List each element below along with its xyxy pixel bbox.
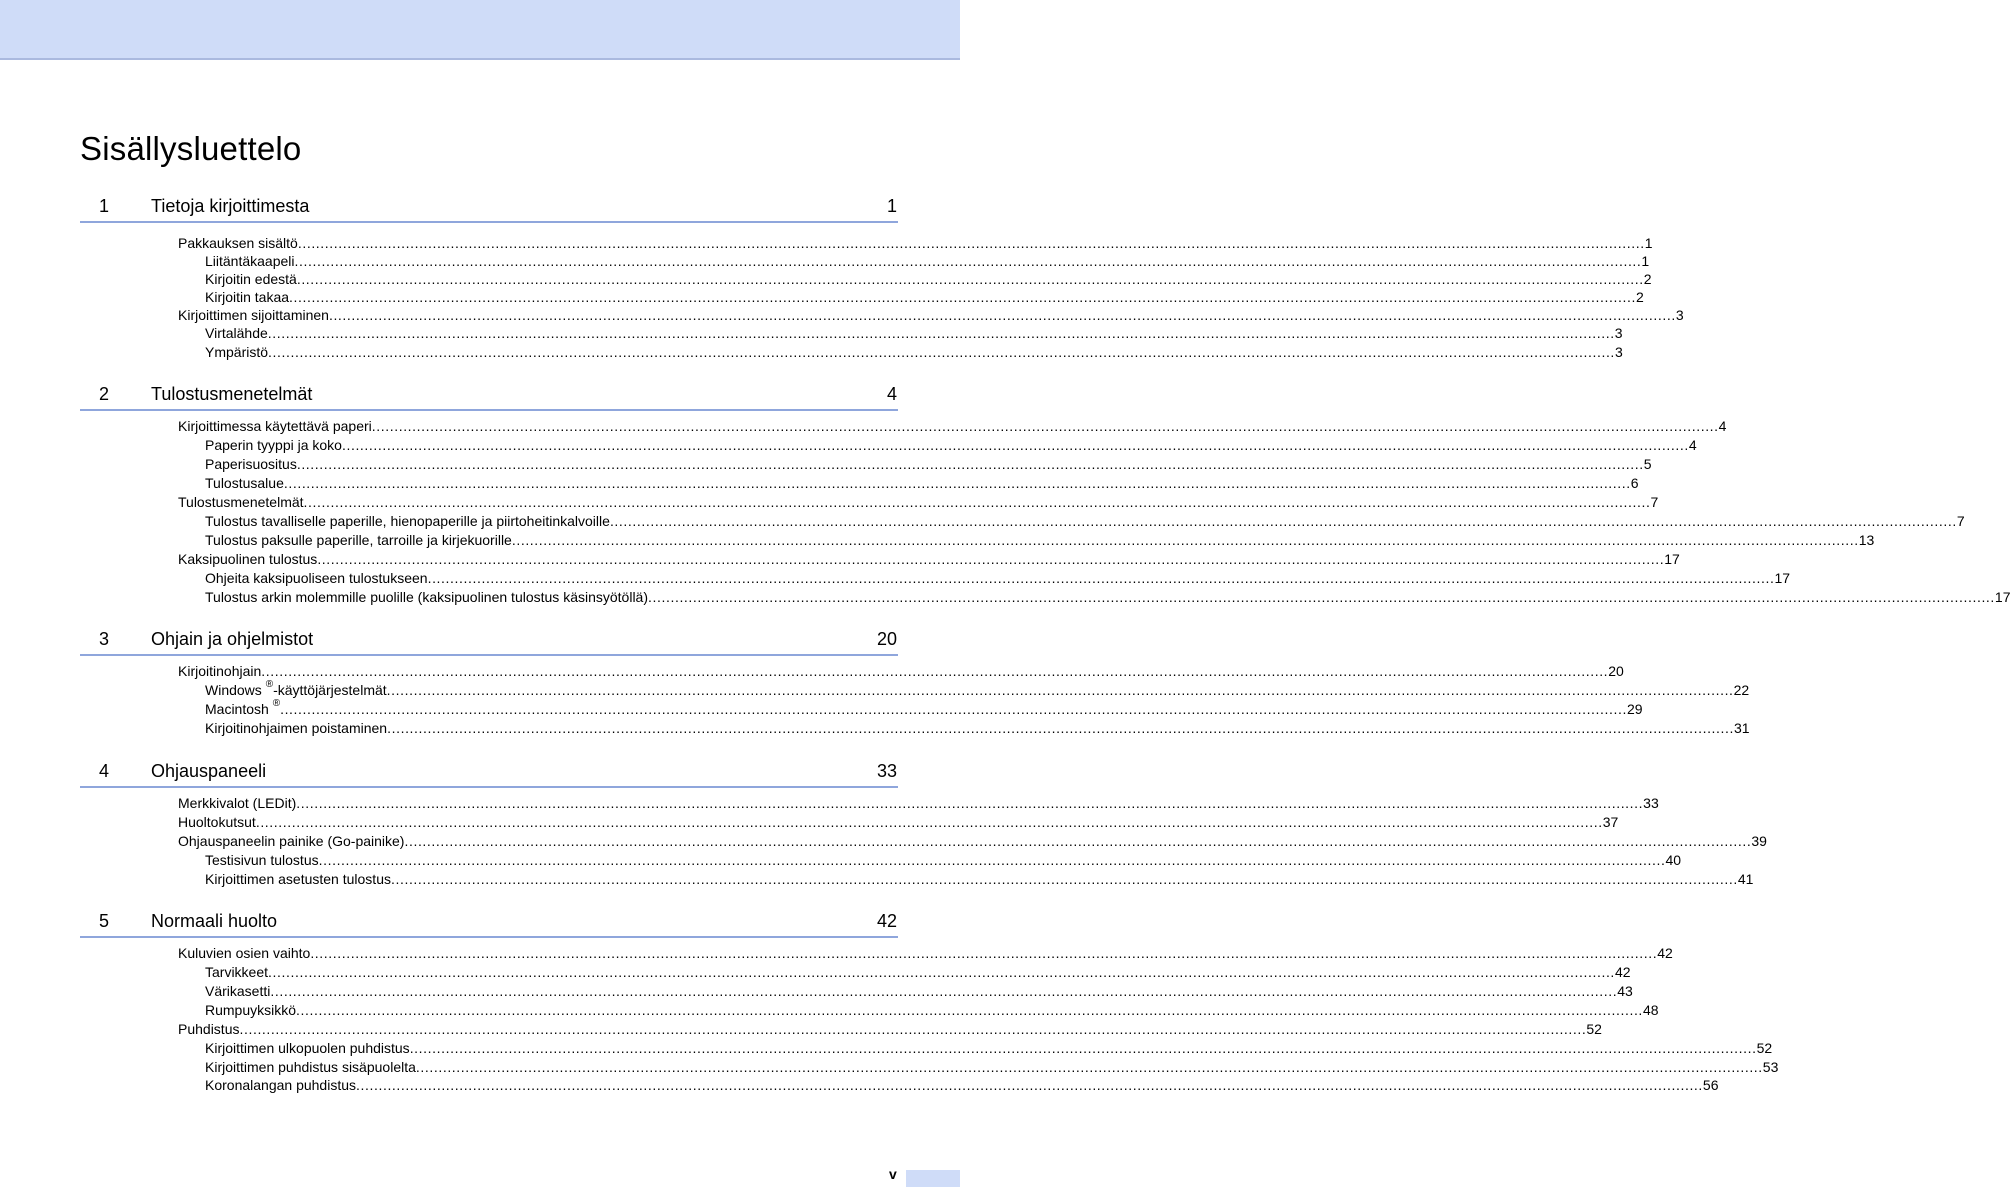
entry-title: Paperin tyyppi ja koko xyxy=(205,437,342,453)
toc-entry[interactable] xyxy=(178,944,1673,962)
entry-title: Tulostus tavalliselle paperille, hienopaperille ja piirtoheitinkalvoille xyxy=(205,513,610,529)
toc-entry[interactable] xyxy=(205,963,1631,981)
entry-title: Kirjoittimen sijoittaminen xyxy=(178,307,329,323)
toc-entry[interactable] xyxy=(178,794,1659,812)
toc-entry[interactable] xyxy=(205,851,1682,869)
dot-leader: ............................................................................................................................................................................................................................................................................................................ xyxy=(409,1040,1757,1056)
entry-title: Paperisuositus xyxy=(205,456,297,472)
dot-leader: ............................................................................................................................................................................................................................................................................................................ xyxy=(303,494,1651,510)
entry-title: Kirjoitinohjaimen poistaminen xyxy=(205,720,388,736)
chapter-heading-1[interactable] xyxy=(80,195,898,223)
entry-page: 56 xyxy=(1702,1077,1719,1093)
entry-title: Rumpuyksikkö xyxy=(205,1002,297,1018)
entry-title-suffix: -käyttöjärjestelmät xyxy=(273,682,387,698)
chapter-heading-2[interactable] xyxy=(80,383,898,411)
toc-entry[interactable] xyxy=(178,832,1767,850)
entry-page: 52 xyxy=(1756,1040,1773,1056)
entry-page: 20 xyxy=(1608,663,1624,679)
entry-page: 13 xyxy=(1858,532,1875,548)
registered-mark: ® xyxy=(272,698,281,710)
entry-title: Kaksipuolinen tulostus xyxy=(178,551,318,567)
dot-leader: ............................................................................................................................................................................................................................................................................................................ xyxy=(239,1021,1587,1037)
dot-leader: ............................................................................................................................................................................................................................................................................................................ xyxy=(297,235,1645,251)
dot-leader: ............................................................................................................................................................................................................................................................................................................ xyxy=(341,437,1689,453)
chapter-heading-3[interactable] xyxy=(80,628,898,656)
dot-leader: ............................................................................................................................................................................................................................................................................................................ xyxy=(296,1002,1643,1018)
dot-leader: ............................................................................................................................................................................................................................................................................................................ xyxy=(280,701,1627,717)
entry-page: 43 xyxy=(1617,983,1633,999)
dot-leader: ............................................................................................................................................................................................................................................................................................................ xyxy=(356,1077,1703,1093)
header-band xyxy=(0,0,960,60)
toc-entry[interactable] xyxy=(205,1076,1719,1094)
entry-page: 4 xyxy=(1718,418,1727,434)
entry-title: Huoltokutsut xyxy=(178,814,256,830)
toc-entry[interactable] xyxy=(205,698,1643,718)
dot-leader: ............................................................................................................................................................................................................................................................................................................ xyxy=(283,475,1631,491)
entry-page: 3 xyxy=(1675,307,1684,323)
entry-page: 6 xyxy=(1630,475,1639,491)
toc-entry[interactable] xyxy=(178,493,1659,511)
entry-page: 41 xyxy=(1737,871,1754,887)
dot-leader: ............................................................................................................................................................................................................................................................................................................ xyxy=(317,551,1665,567)
toc-entry[interactable] xyxy=(205,982,1633,1000)
chapter-number: 4 xyxy=(99,761,110,781)
toc-entry[interactable] xyxy=(205,588,2011,606)
entry-page: 29 xyxy=(1626,701,1643,717)
footer-tab xyxy=(906,1170,960,1187)
toc-entry[interactable] xyxy=(205,252,1650,270)
page-title: Sisällysluettelo xyxy=(80,130,302,167)
toc-entry[interactable] xyxy=(205,324,1623,342)
dot-leader: ............................................................................................................................................................................................................................................................................................................ xyxy=(268,964,1615,980)
entry-title: Tulostus paksulle paperille, tarroille ja kirjekuorille xyxy=(205,532,512,548)
entry-page: 4 xyxy=(1688,437,1697,453)
entry-title xyxy=(205,681,387,699)
entry-title xyxy=(205,700,280,718)
dot-leader: ............................................................................................................................................................................................................................................................................................................ xyxy=(415,1059,1763,1075)
entry-page: 53 xyxy=(1762,1059,1779,1075)
dot-leader: ............................................................................................................................................................................................................................................................................................................ xyxy=(310,945,1658,961)
toc-entry[interactable] xyxy=(178,234,1653,252)
dot-leader: ............................................................................................................................................................................................................................................................................................................ xyxy=(390,871,1738,887)
entry-title: Kuluvien osien vaihto xyxy=(178,945,311,961)
entry-title: Puhdistus xyxy=(178,1021,240,1037)
chapter-number: 5 xyxy=(99,911,110,931)
entry-title: Tulostusalue xyxy=(205,475,284,491)
entry-page: 2 xyxy=(1643,271,1652,287)
toc-entry[interactable] xyxy=(205,455,1652,473)
entry-page: 40 xyxy=(1665,852,1682,868)
toc-entry[interactable] xyxy=(205,679,1750,699)
entry-title: Tulostus arkin molemmille puolille (kaksipuolinen tulostus käsinsyötöllä) xyxy=(205,589,649,605)
chapter-title: Ohjain ja ohjelmistot xyxy=(151,629,314,649)
entry-title-main: Windows xyxy=(205,682,262,698)
entry-page: 52 xyxy=(1586,1021,1602,1037)
dot-leader: ............................................................................................................................................................................................................................................................................................................ xyxy=(328,307,1676,323)
dot-leader: ............................................................................................................................................................................................................................................................................................................ xyxy=(386,682,1734,698)
entry-page: 48 xyxy=(1642,1002,1659,1018)
dot-leader: ............................................................................................................................................................................................................................................................................................................ xyxy=(371,418,1719,434)
entry-page: 7 xyxy=(1956,513,1965,529)
entry-page: 42 xyxy=(1614,964,1631,980)
entry-title: Tulostusmenetelmät xyxy=(178,494,304,510)
entry-title: Kirjoitin takaa xyxy=(205,289,290,305)
dot-leader: ............................................................................................................................................................................................................................................................................................................ xyxy=(294,253,1642,269)
toc-entry[interactable] xyxy=(205,1058,1779,1076)
entry-title: Koronalangan puhdistus xyxy=(205,1077,357,1093)
dot-leader: ............................................................................................................................................................................................................................................................................................................ xyxy=(511,532,1859,548)
entry-page: 17 xyxy=(1994,589,2011,605)
toc-entry[interactable] xyxy=(205,1039,1773,1057)
dot-leader: ............................................................................................................................................................................................................................................................................................................ xyxy=(255,814,1603,830)
entry-title: Kirjoittimen ulkopuolen puhdistus xyxy=(205,1040,410,1056)
entry-page: 42 xyxy=(1657,945,1673,961)
chapter-number: 3 xyxy=(99,629,110,649)
chapter-title: Tietoja kirjoittimesta xyxy=(151,196,310,216)
chapter-page: 42 xyxy=(876,911,897,931)
dot-leader: ............................................................................................................................................................................................................................................................................................................ xyxy=(289,289,1636,305)
chapter-number: 2 xyxy=(99,384,110,404)
entry-page: 5 xyxy=(1643,456,1652,472)
toc-entry[interactable] xyxy=(205,288,1644,306)
toc-entry[interactable] xyxy=(178,1020,1602,1038)
dot-leader: ............................................................................................................................................................................................................................................................................................................ xyxy=(387,720,1735,736)
dot-leader: ............................................................................................................................................................................................................................................................................................................ xyxy=(609,513,1957,529)
toc-entry[interactable] xyxy=(205,531,1875,549)
dot-leader: ............................................................................................................................................................................................................................................................................................................ xyxy=(296,271,1644,287)
page-number: v xyxy=(889,1166,897,1182)
entry-page: 39 xyxy=(1751,833,1767,849)
entry-page: 17 xyxy=(1774,570,1791,586)
entry-page: 1 xyxy=(1644,235,1653,251)
registered-mark: ® xyxy=(265,679,274,691)
toc-entry[interactable] xyxy=(205,270,1652,288)
toc-entry[interactable] xyxy=(178,662,1624,680)
chapter-title: Normaali huolto xyxy=(151,911,278,931)
dot-leader: ............................................................................................................................................................................................................................................................................................................ xyxy=(267,325,1615,341)
dot-leader: ............................................................................................................................................................................................................................................................................................................ xyxy=(648,589,1995,605)
dot-leader: ............................................................................................................................................................................................................................................................................................................ xyxy=(270,983,1618,999)
entry-title: Kirjoitinohjain xyxy=(178,663,262,679)
entry-title: Värikasetti xyxy=(205,983,271,999)
toc-entry[interactable] xyxy=(205,719,1750,737)
entry-title: Testisivun tulostus xyxy=(205,852,319,868)
chapter-page: 1 xyxy=(886,196,897,216)
toc-entry[interactable] xyxy=(178,550,1680,568)
entry-page: 7 xyxy=(1650,494,1659,510)
entry-title: Ympäristö xyxy=(205,344,269,360)
entry-page: 22 xyxy=(1733,682,1750,698)
chapter-heading-5[interactable] xyxy=(80,910,898,938)
chapter-title: Tulostusmenetelmät xyxy=(151,384,313,404)
toc-entry[interactable] xyxy=(178,813,1619,831)
entry-title: Tarvikkeet xyxy=(205,964,269,980)
entry-page: 31 xyxy=(1734,720,1750,736)
entry-title: Kirjoittimen puhdistus sisäpuolelta xyxy=(205,1059,416,1075)
toc-entry[interactable] xyxy=(178,306,1684,324)
toc-entry[interactable] xyxy=(205,870,1754,888)
entry-page: 1 xyxy=(1641,253,1650,269)
entry-page: 3 xyxy=(1614,325,1623,341)
entry-page: 17 xyxy=(1664,551,1680,567)
entry-title: Merkkivalot (LEDit) xyxy=(178,795,297,811)
dot-leader: ............................................................................................................................................................................................................................................................................................................ xyxy=(427,570,1775,586)
entry-title-main: Macintosh xyxy=(205,701,269,717)
toc-entry[interactable] xyxy=(205,474,1639,492)
chapter-heading-4[interactable] xyxy=(80,760,898,788)
dot-leader: ............................................................................................................................................................................................................................................................................................................ xyxy=(296,456,1644,472)
entry-title: Liitäntäkaapeli xyxy=(205,253,295,269)
toc-entry[interactable] xyxy=(205,569,1791,587)
entry-title: Kirjoittimessa käytettävä paperi xyxy=(178,418,372,434)
entry-title: Kirjoittimen asetusten tulostus xyxy=(205,871,391,887)
toc-entry[interactable] xyxy=(205,343,1623,361)
toc-entry[interactable] xyxy=(205,512,1965,530)
chapter-page: 33 xyxy=(876,761,897,781)
entry-page: 3 xyxy=(1614,344,1623,360)
entry-title: Virtalähde xyxy=(205,325,268,341)
toc-entry[interactable] xyxy=(205,1001,1659,1019)
toc-entry[interactable] xyxy=(205,436,1697,454)
dot-leader: ............................................................................................................................................................................................................................................................................................................ xyxy=(261,663,1609,679)
toc-entry[interactable] xyxy=(178,417,1727,435)
chapter-page: 4 xyxy=(886,384,897,404)
entry-title: Kirjoitin edestä xyxy=(205,271,297,287)
dot-leader: ............................................................................................................................................................................................................................................................................................................ xyxy=(404,833,1752,849)
dot-leader: ............................................................................................................................................................................................................................................................................................................ xyxy=(318,852,1666,868)
chapter-number: 1 xyxy=(99,196,110,216)
chapter-title: Ohjauspaneeli xyxy=(151,761,267,781)
entry-page: 37 xyxy=(1602,814,1619,830)
dot-leader: ............................................................................................................................................................................................................................................................................................................ xyxy=(296,795,1644,811)
chapter-page: 20 xyxy=(876,629,897,649)
entry-page: 2 xyxy=(1635,289,1644,305)
entry-title: Ohjauspaneelin painike (Go-painike) xyxy=(178,833,405,849)
entry-title: Pakkauksen sisältö xyxy=(178,235,298,251)
dot-leader: ............................................................................................................................................................................................................................................................................................................ xyxy=(268,344,1615,360)
entry-title: Ohjeita kaksipuoliseen tulostukseen xyxy=(205,570,428,586)
entry-page: 33 xyxy=(1643,795,1659,811)
